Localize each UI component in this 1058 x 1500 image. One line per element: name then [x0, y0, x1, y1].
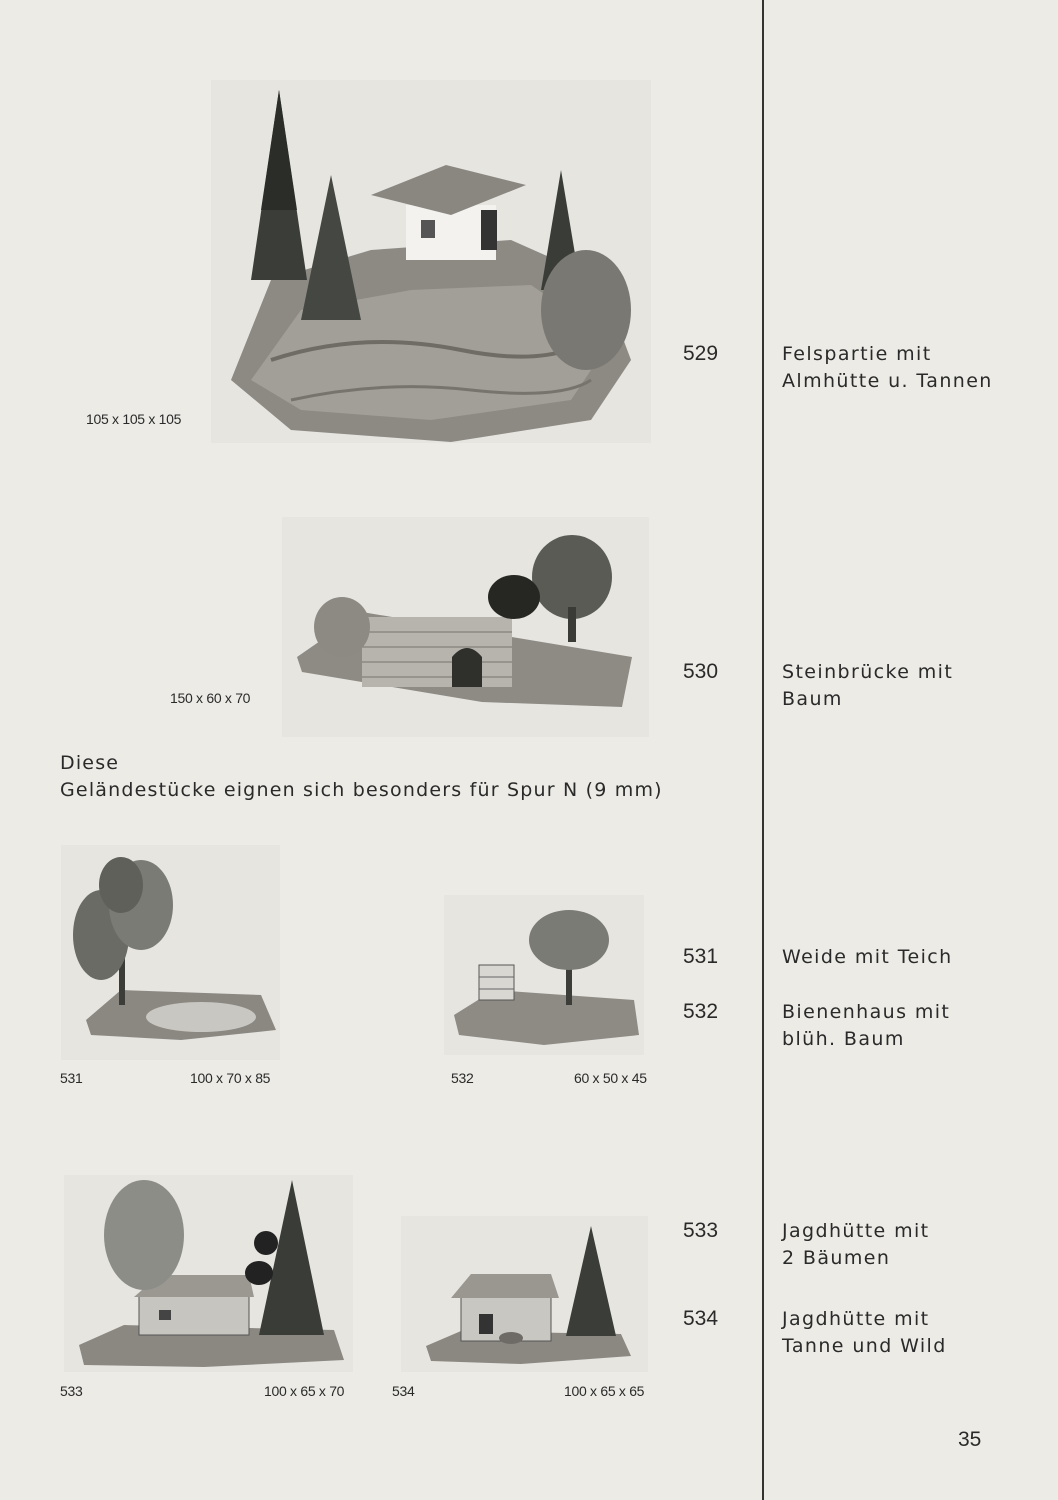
desc-534-line-1: Jagdhütte mit	[782, 1308, 930, 1330]
desc-531-line-1: Weide mit Teich	[782, 946, 953, 968]
item-description-534	[782, 1306, 947, 1360]
photo-number-533: 533	[60, 1383, 83, 1399]
dimensions-533: 100 x 65 x 70	[264, 1383, 345, 1399]
photo-533-hunting-hut	[64, 1175, 353, 1372]
dimensions-532: 60 x 50 x 45	[574, 1070, 647, 1086]
desc-530-line-2: Baum	[782, 688, 843, 710]
note-line-1: Diese	[60, 752, 120, 774]
desc-529-line-1: Felspartie mit	[782, 343, 932, 365]
photo-529-rock-hut	[211, 80, 651, 443]
item-description-531	[782, 944, 953, 971]
desc-533-line-1: Jagdhütte mit	[782, 1220, 930, 1242]
item-number-529: 529	[683, 342, 719, 365]
dimensions-530: 150 x 60 x 70	[170, 690, 251, 706]
desc-534-line-2: Tanne und Wild	[782, 1335, 947, 1357]
note-line-2: Geländestücke eignen sich besonders für Spur N (9 mm)	[60, 779, 663, 801]
photo-531-willow-pond	[61, 845, 280, 1060]
item-number-532: 532	[683, 1000, 719, 1023]
photo-534-hut-deer	[401, 1216, 648, 1372]
photo-number-534: 534	[392, 1383, 415, 1399]
desc-530-line-1: Steinbrücke mit	[782, 661, 954, 683]
desc-532-line-2: blüh. Baum	[782, 1028, 905, 1050]
desc-532-line-1: Bienenhaus mit	[782, 1001, 951, 1023]
page-number: 35	[958, 1428, 982, 1451]
item-number-530: 530	[683, 660, 719, 683]
desc-533-line-2: 2 Bäumen	[782, 1247, 891, 1269]
item-description-530	[782, 659, 953, 713]
item-number-531: 531	[683, 945, 719, 968]
photo-530-stone-bridge	[282, 517, 649, 737]
item-description-529	[782, 341, 993, 395]
dimensions-534: 100 x 65 x 65	[564, 1383, 645, 1399]
item-number-533: 533	[683, 1219, 719, 1242]
desc-529-line-2: Almhütte u. Tannen	[782, 370, 993, 392]
photo-532-bee-house	[444, 895, 644, 1055]
item-description-532	[782, 999, 950, 1053]
spur-n-note	[60, 750, 663, 804]
item-description-533	[782, 1218, 930, 1272]
column-divider	[762, 0, 764, 1500]
dimensions-531: 100 x 70 x 85	[190, 1070, 271, 1086]
dimensions-529: 105 x 105 x 105	[86, 411, 182, 427]
photo-number-531: 531	[60, 1070, 83, 1086]
photo-number-532: 532	[451, 1070, 474, 1086]
item-number-534: 534	[683, 1307, 719, 1330]
